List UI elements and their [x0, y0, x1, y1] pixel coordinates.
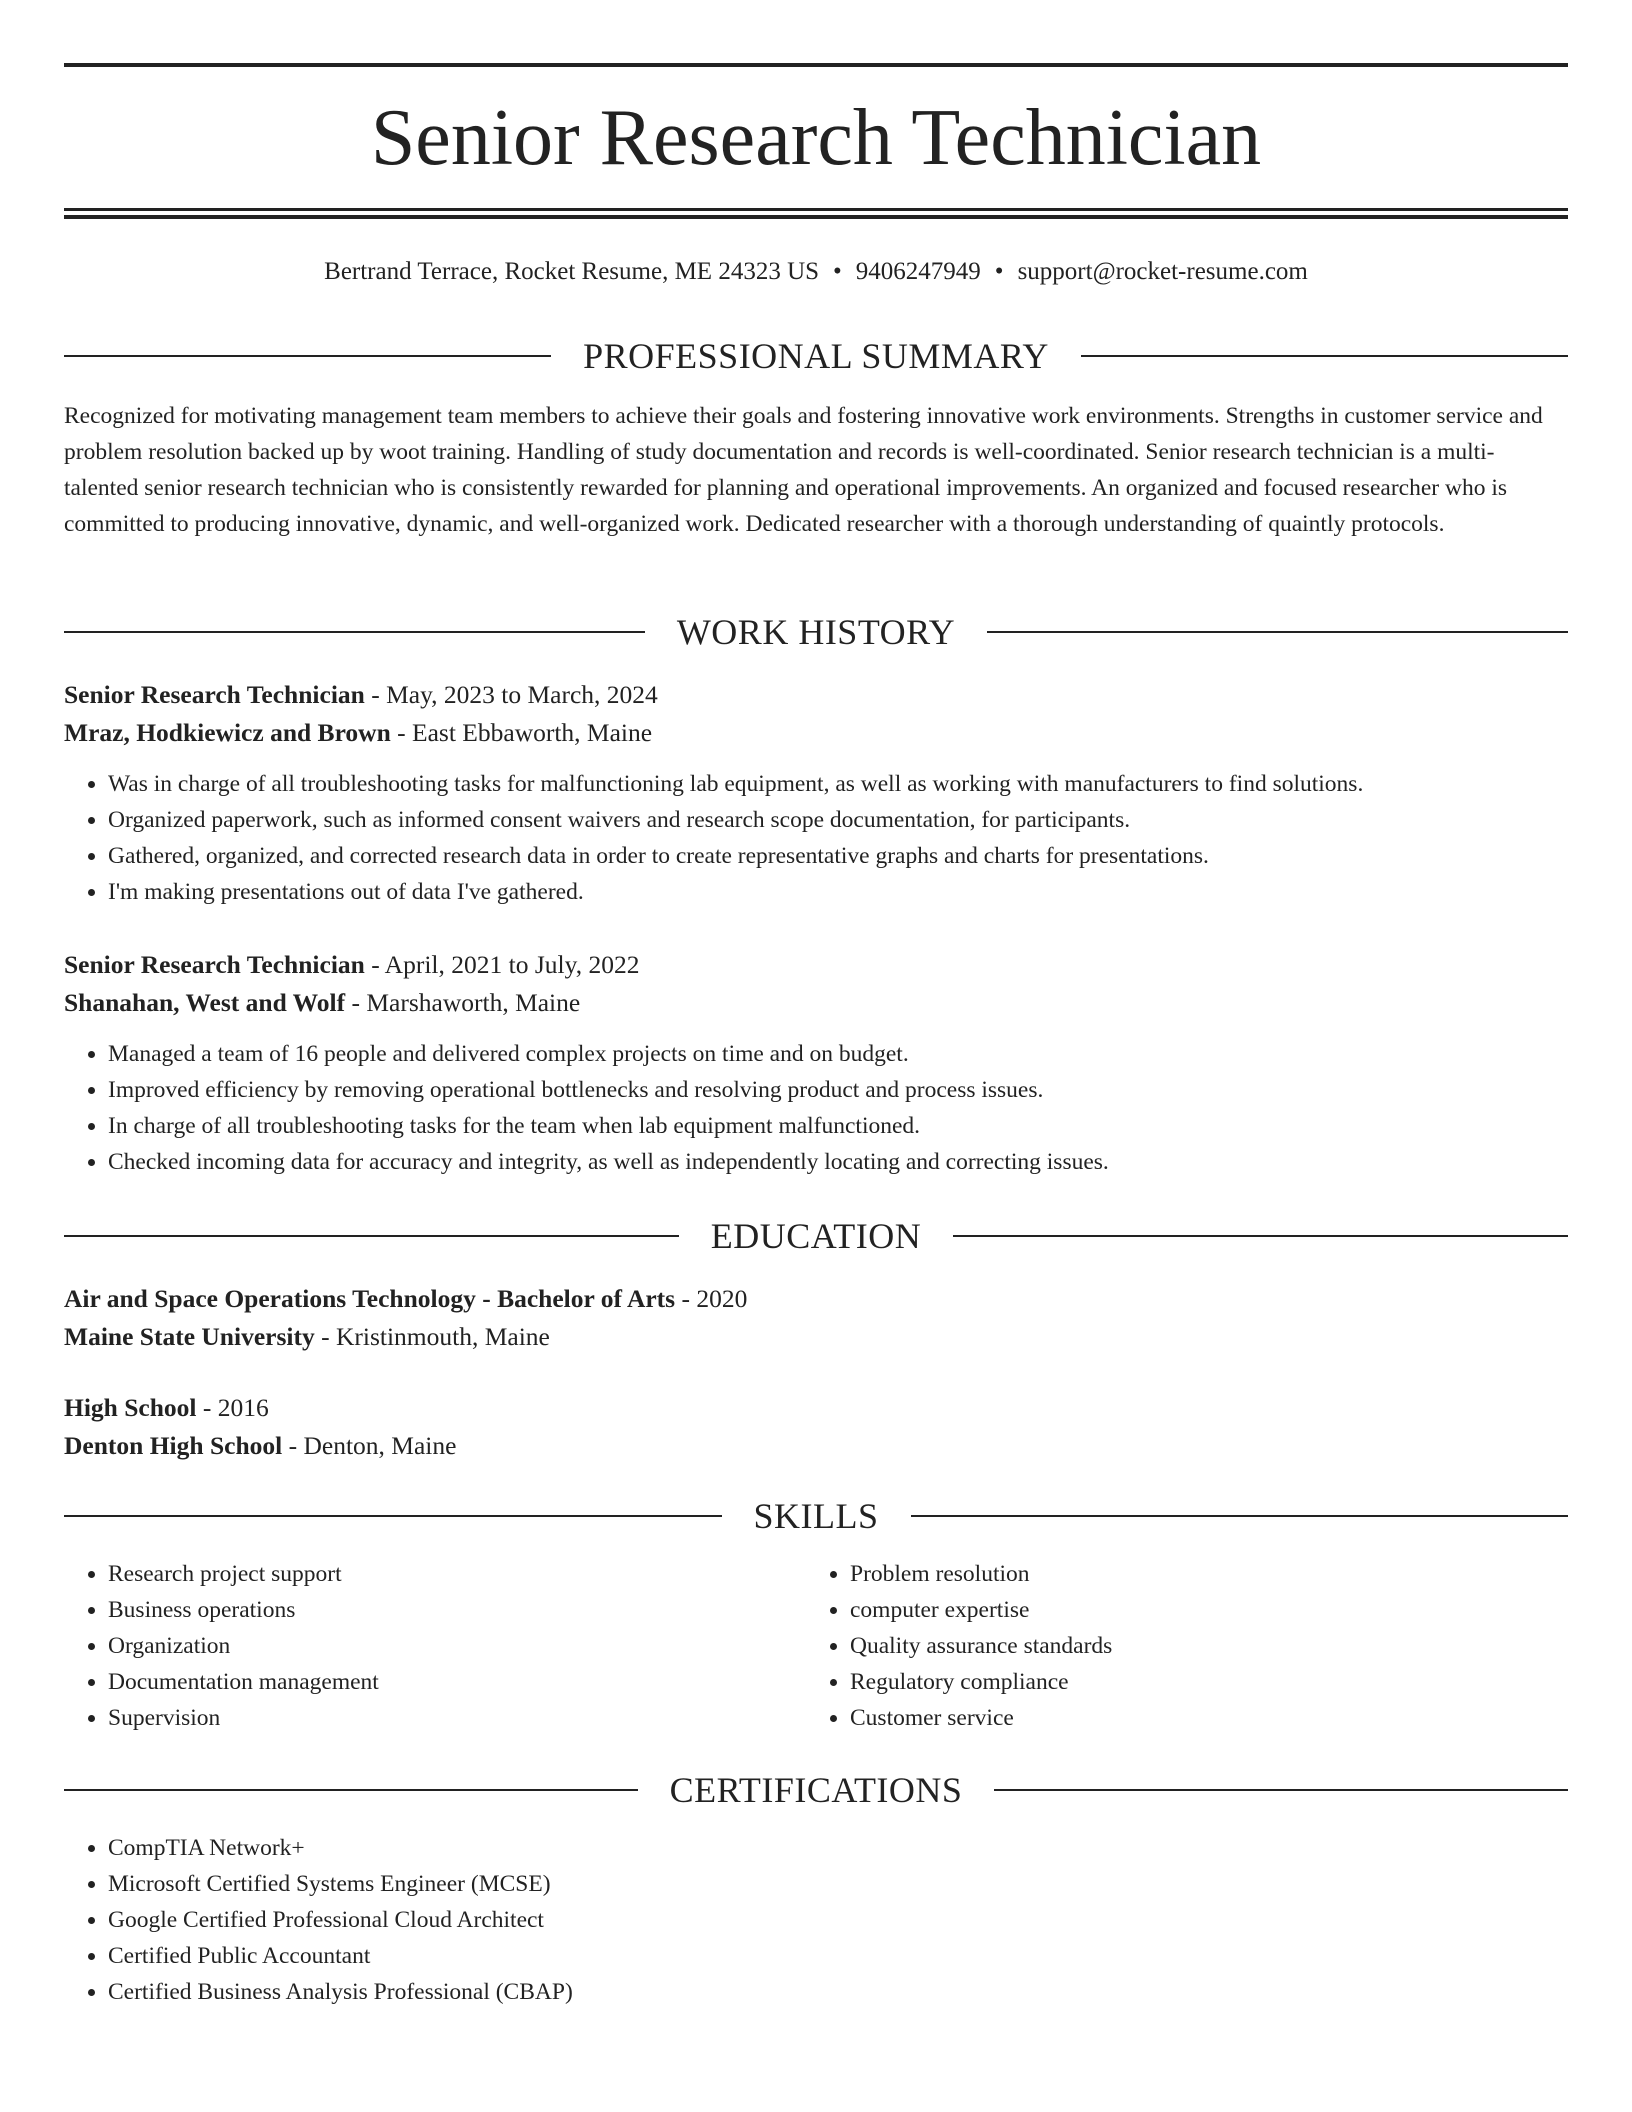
- section-title-skills: SKILLS: [753, 1496, 879, 1536]
- list-item: • Quality assurance standards: [850, 1628, 1506, 1664]
- education-school-line: [64, 1318, 1568, 1356]
- job-bullets: [64, 766, 1568, 910]
- list-item: • Was in charge of all troubleshooting tasks for malfunctioning lab equipment, as well as working with manufacturers to find solutions.: [108, 766, 1568, 802]
- job-title-line: [64, 946, 1568, 984]
- education-location: - Denton, Maine: [282, 1431, 457, 1460]
- skills-list: [64, 1556, 764, 1736]
- job-bullets: [64, 1036, 1568, 1180]
- list-item: • Managed a team of 16 people and delivered complex projects on time and on budget.: [108, 1036, 1568, 1072]
- list-item: • Gathered, organized, and corrected research data in order to create representative graphs and charts for presentations.: [108, 838, 1568, 874]
- certifications-block: [64, 1830, 1064, 2010]
- education-school: Maine State University: [64, 1322, 315, 1351]
- list-item: • Microsoft Certified Systems Engineer (MCSE): [108, 1866, 1064, 1902]
- education-location: - Kristinmouth, Maine: [314, 1322, 550, 1351]
- education-entry: [64, 1280, 1568, 1356]
- list-item: • Organized paperwork, such as informed consent waivers and research scope documentation, for participants.: [108, 802, 1568, 838]
- job-title: Senior Research Technician: [64, 950, 365, 979]
- section-divider: [1081, 355, 1568, 357]
- job-entry: [64, 676, 1568, 910]
- list-item: • In charge of all troubleshooting tasks for the team when lab equipment malfunctioned.: [108, 1108, 1568, 1144]
- job-company-line: [64, 984, 1568, 1022]
- job-title-line: [64, 676, 1568, 714]
- list-item: • Checked incoming data for accuracy and integrity, as well as independently locating and correcting issues.: [108, 1144, 1568, 1180]
- list-item: • Research project support: [108, 1556, 764, 1592]
- education-year: - 2016: [196, 1393, 269, 1422]
- section-divider: [994, 1789, 1568, 1791]
- list-item: • Problem resolution: [850, 1556, 1506, 1592]
- education-school-line: [64, 1427, 1568, 1465]
- job-location: - East Ebbaworth, Maine: [390, 718, 653, 747]
- list-item: • Supervision: [108, 1700, 764, 1736]
- section-header-education: [64, 1214, 1568, 1258]
- job-company: Mraz, Hodkiewicz and Brown: [64, 718, 391, 747]
- section-divider: [911, 1515, 1569, 1517]
- job-company-line: [64, 714, 1568, 752]
- list-item: • Improved efficiency by removing operational bottlenecks and resolving product and process issues.: [108, 1072, 1568, 1108]
- list-item: • Business operations: [108, 1592, 764, 1628]
- education-year: - 2020: [675, 1284, 748, 1313]
- education-degree: High School: [64, 1393, 197, 1422]
- education-degree-line: [64, 1389, 1568, 1427]
- section-header-summary: [64, 334, 1568, 378]
- job-location: - Marshaworth, Maine: [345, 988, 581, 1017]
- section-divider: [64, 1235, 679, 1237]
- section-title-certifications: CERTIFICATIONS: [669, 1770, 963, 1810]
- education-degree: Air and Space Operations Technology - Bachelor of Arts: [64, 1284, 676, 1313]
- job-company: Shanahan, West and Wolf: [64, 988, 346, 1017]
- section-header-certifications: [64, 1768, 1568, 1812]
- skills-column-left: [64, 1556, 764, 1736]
- skills-column-right: [806, 1556, 1506, 1736]
- list-item: • Documentation management: [108, 1664, 764, 1700]
- title-double-rule: [64, 208, 1568, 219]
- job-dates: - April, 2021 to July, 2022: [364, 950, 640, 979]
- contact-email: support@rocket-resume.com: [1017, 258, 1308, 285]
- section-divider: [64, 1515, 722, 1517]
- skills-list: [806, 1556, 1506, 1736]
- section-title-summary: PROFESSIONAL SUMMARY: [583, 336, 1049, 376]
- contact-phone: 9406247949: [855, 258, 981, 285]
- page-title: Senior Research Technician: [370, 94, 1262, 182]
- contact-separator: •: [994, 258, 1004, 285]
- education-school: Denton High School: [64, 1431, 283, 1460]
- list-item: • Certified Business Analysis Professional (CBAP): [108, 1974, 1064, 2010]
- certifications-list: [64, 1830, 1064, 2010]
- job-entry: [64, 946, 1568, 1180]
- list-item: • computer expertise: [850, 1592, 1506, 1628]
- education-entry: [64, 1389, 1568, 1465]
- job-title: Senior Research Technician: [64, 680, 365, 709]
- list-item: • Organization: [108, 1628, 764, 1664]
- summary-paragraph: Recognized for motivating management team members to achieve their goals and fostering innovative work environments. Strengths in customer service and problem resolution backed up by woot training. Handling of study documentation and records is well-coordinated. Senior research technician is a multi-talented senior research technician who is consistently rewarded for planning and operational improvements. An organized and focused researcher who is committed to producing innovative, dynamic, and well-organized work. Dedicated researcher with a thorough understanding of quaintly protocols.: [64, 403, 1543, 537]
- list-item: • CompTIA Network+: [108, 1830, 1064, 1866]
- section-title-work: WORK HISTORY: [676, 612, 956, 652]
- contact-line: [64, 256, 1568, 288]
- section-divider: [953, 1235, 1568, 1237]
- section-divider: [64, 1789, 638, 1791]
- contact-separator: •: [833, 258, 842, 285]
- section-divider: [987, 631, 1568, 633]
- list-item: • I'm making presentations out of data I've gathered.: [108, 874, 1568, 910]
- list-item: • Certified Public Accountant: [108, 1938, 1064, 1974]
- section-divider: [64, 355, 551, 357]
- list-item: • Customer service: [850, 1700, 1506, 1736]
- list-item: • Regulatory compliance: [850, 1664, 1506, 1700]
- contact-address: Bertrand Terrace, Rocket Resume, ME 24323 US: [324, 258, 820, 285]
- list-item: • Google Certified Professional Cloud Architect: [108, 1902, 1064, 1938]
- section-divider: [64, 631, 645, 633]
- education-degree-line: [64, 1280, 1568, 1318]
- job-dates: - May, 2023 to March, 2024: [364, 680, 658, 709]
- section-header-work: [64, 610, 1568, 654]
- section-title-education: EDUCATION: [710, 1216, 922, 1256]
- top-rule: [64, 63, 1568, 67]
- section-header-skills: [64, 1494, 1568, 1538]
